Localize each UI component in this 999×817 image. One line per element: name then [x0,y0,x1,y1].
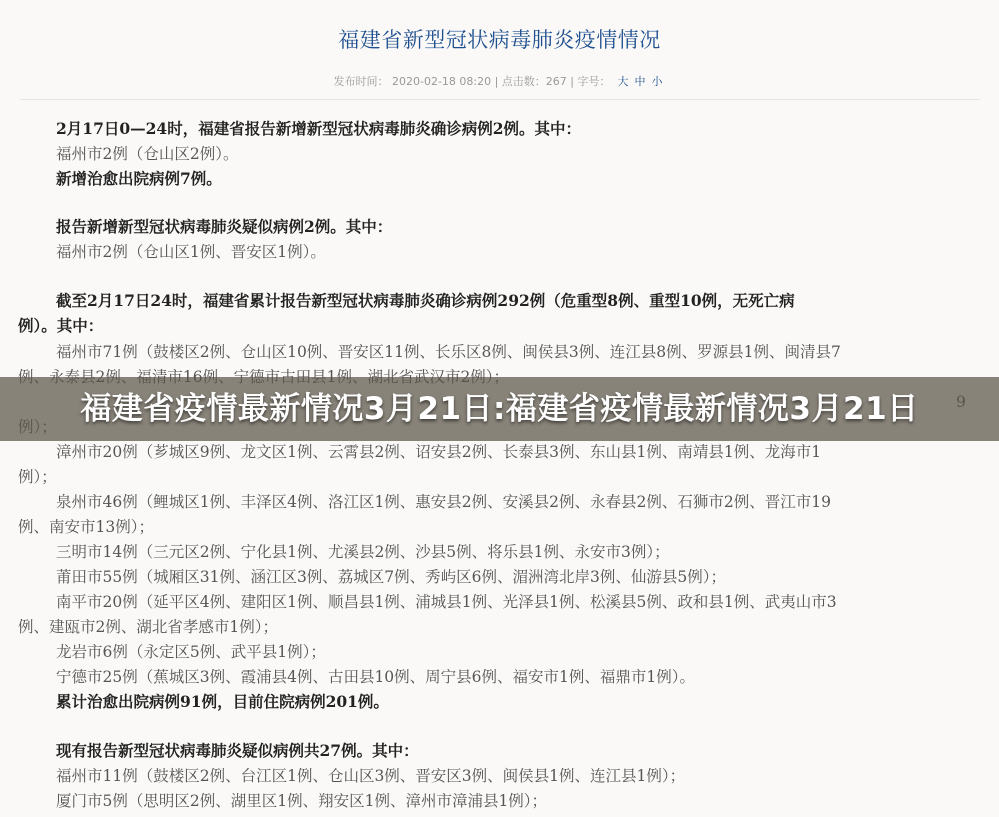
paragraph-line: 例、建瓯市2例、湖北省孝感市1例）； [18,618,278,636]
paragraph-line: 福州市11例（鼓楼区2例、台江区1例、仓山区3例、晋安区3例、闽侯县1例、连江县1例）； [56,767,686,785]
article-title: 福建省新型冠状病毒肺炎疫情情况 [338,28,661,52]
paragraph-line: 新增治愈出院病例7例。 [56,169,222,188]
paragraph-line: 例、南安市13例）； [18,518,154,536]
meta-text: 发布时间： 2020-02-18 08:20 | 点击数：267 | 字号： [333,75,611,88]
paragraph-line: 报告新增新型冠状病毒肺炎疑似病例2例。其中： [56,217,393,236]
paragraph-line: 厦门市5例（思明区2例、湖里区1例、翔安区1例、漳州市漳浦县1例）； [56,792,548,810]
paragraph-line: 宁德市25例（蕉城区3例、霞浦县4例、古田县10例、周宁县6例、福安市1例、福鼎市1例）。 [56,668,696,686]
font-size-small-link[interactable]: 小 [651,75,663,88]
font-size-large-link[interactable]: 大 [617,75,629,88]
paragraph-line: 漳州市20例（芗城区9例、龙文区1例、云霄县2例、诏安县2例、长泰县3例、东山县1例、南靖县1例、龙海市1 [56,443,822,461]
font-size-options [615,75,666,88]
paragraph-line: 福州市2例（仓山区2例）。 [56,145,239,163]
paragraph-line: 三明市14例（三元区2例、宁化县1例、尤溪县2例、沙县5例、将乐县1例、永安市3例）； [56,543,670,561]
paragraph-line: 福州市2例（仓山区1例、晋安区1例）。 [56,243,326,261]
paragraph-line: 2月17日0—24时，福建省报告新增新型冠状病毒肺炎确诊病例2例。其中： [56,119,581,138]
headline-banner [0,377,999,441]
paragraph-line: 例）； [18,468,57,486]
paragraph-line: 截至2月17日24时，福建省累计报告新型冠状病毒肺炎确诊病例292例（危重型8例、重型10例，无死亡病 [56,291,795,310]
paragraph-line: 莆田市55例（城厢区31例、涵江区3例、荔城区7例、秀屿区6例、湄洲湾北岸3例、仙游县5例）； [56,568,727,586]
paragraph-line: 龙岩市6例（永定区5例、武平县1例）； [56,643,326,661]
paragraph-line: 南平市20例（延平区4例、建阳区1例、顺昌县1例、浦城县1例、光泽县1例、松溪县5例、政和县1例、武夷山市3 [56,593,837,611]
font-size-medium-link[interactable]: 中 [634,75,646,88]
paragraph-line: 例）。其中： [18,316,104,335]
paragraph-line: 福州市71例（鼓楼区2例、仓山区10例、晋安区11例、长乐区8例、闽侯县3例、连江县8例、罗源县1例、闽清县7 [56,343,841,361]
article-meta [0,73,999,89]
divider [20,99,980,100]
paragraph-line: 现有报告新型冠状病毒肺炎疑似病例共27例。其中： [56,741,419,760]
paragraph-line: 累计治愈出院病例91例，目前住院病例201例。 [56,692,389,711]
banner-text: 福建省疫情最新情况3月21日:福建省疫情最新情况3月21日 [80,391,919,427]
paragraph-line: 泉州市46例（鲤城区1例、丰泽区4例、洛江区1例、惠安县2例、安溪县2例、永春县2例、石狮市2例、晋江市19 [56,493,831,511]
